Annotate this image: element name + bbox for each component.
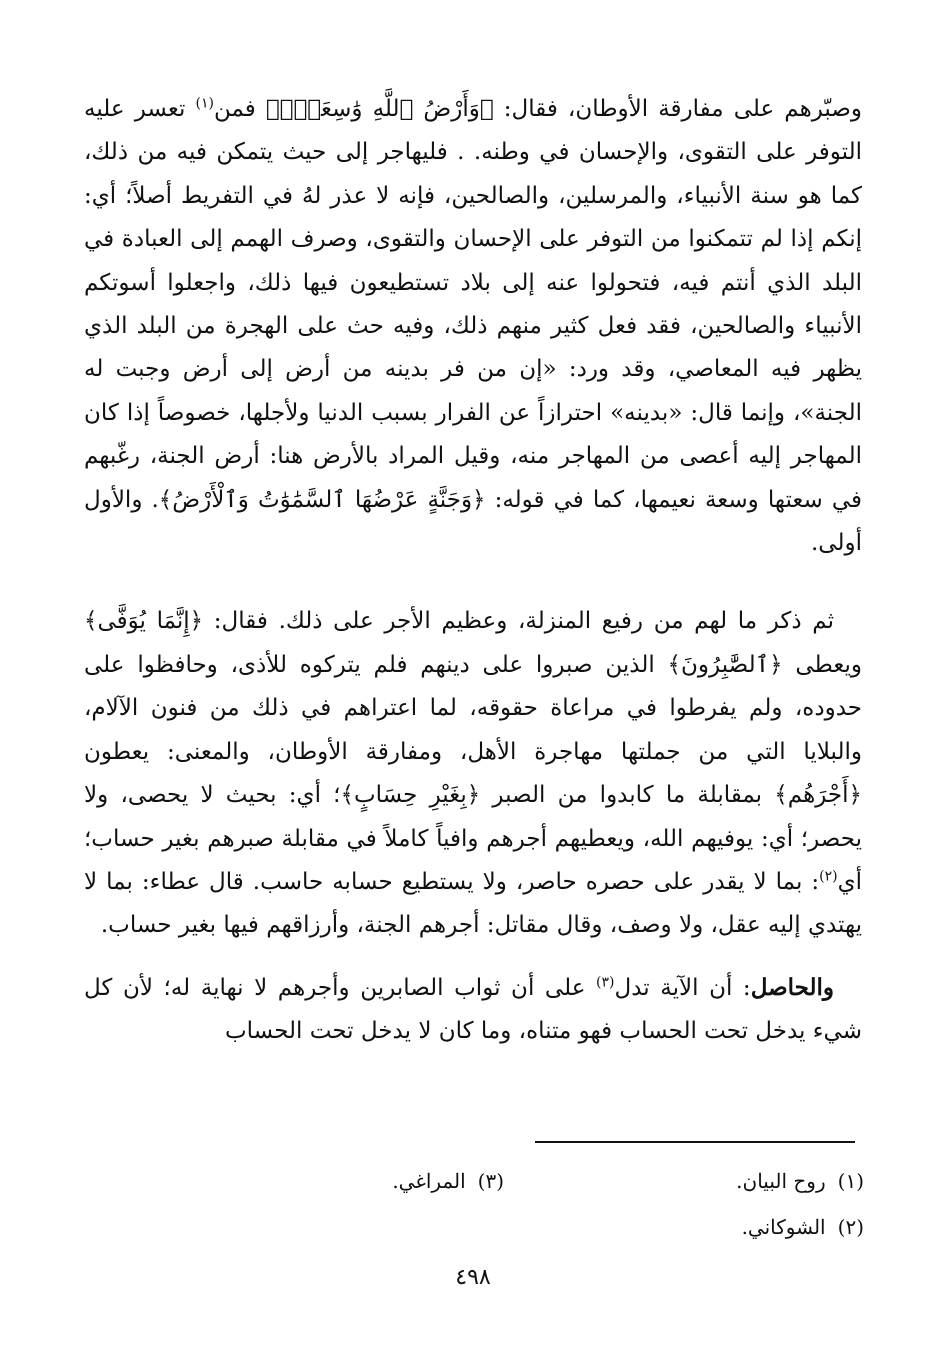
footnote-row-2 xyxy=(84,1204,864,1250)
footnote-ref-2: (٢) xyxy=(819,868,838,885)
footnotes xyxy=(84,1158,864,1250)
footnote-2 xyxy=(504,1215,864,1239)
footnote-row-1 xyxy=(84,1158,864,1204)
page-number: ٤٩٨ xyxy=(455,1265,491,1290)
footnote-3-number: (٣) xyxy=(477,1169,504,1193)
footnote-1-number: (١) xyxy=(837,1169,864,1193)
paragraph-1-part-a: وصبّرهم على مفارقة الأوطان، فقال: ﴿وَأَرْضُ ٱللَّهِ وَٰسِعَةٌۗ﴾ فمن xyxy=(213,96,863,122)
paragraph-3 xyxy=(84,966,862,1054)
paragraph-2 xyxy=(84,600,862,947)
footnote-1-text: روح البيان. xyxy=(736,1169,826,1193)
footnote-2-number: (٢) xyxy=(837,1215,864,1239)
paragraph-3-part-a: : أن الآية تدل xyxy=(614,974,751,1001)
footnote-2-text: الشوكاني. xyxy=(741,1215,826,1239)
footnote-ref-3: (٣) xyxy=(596,974,615,991)
paragraph-3-lead: والحاصل xyxy=(750,973,834,1001)
paragraph-2-part-a: ثم ذكر ما لهم من رفيع المنزلة، وعظيم الأجر على ذلك. فقال: ﴿إِنَّمَا يُوَفَّى﴾ ويعطى ﴿ٱلصَّٰبِرُونَ﴾ الذين صبروا على دينهم فلم يتركوه للأذى، وحافظوا على حدوده، ولم يفرطوا في مراعاة حقوقه، لما اعتراهم في ذلك من فنون الآلام، والبلايا التي من جملتها مهاجرة الأهل، ومفارقة الأوطان، والمعنى: يعطون ﴿أَجْرَهُم﴾ بمقابلة ما كابدوا من الصبر ﴿بِغَيْرِ حِسَابٍ﴾؛ أي: بحيث لا يحصى، ولا يحصر؛ أي: يوفيهم الله، ويعطيهم أجرهم وافياً كاملاً في مقابلة صبرهم بغير حساب؛ أي xyxy=(84,608,862,895)
footnote-divider xyxy=(535,1141,855,1143)
paragraph-1-part-b: تعسر عليه التوفر على التقوى، والإحسان في وطنه. . فليهاجر إلى حيث يتمكن فيه من ذلك، كما هو سنة الأنبياء، والمرسلين، والصالحين، فإنه لا عذر لهُ في التفريط أصلاً؛ أي: إنكم إذا لم تتمكنوا من التوفر على الإحسان والتقوى، وصرف الهمم إلى العبادة في البلد الذي أنتم فيه، فتحولوا عنه إلى بلاد تستطيعون فيها ذلك، واجعلوا أسوتكم الأنبياء والصالحين، فقد فعل كثير منهم ذلك، وفيه حث على الهجرة من البلد الذي يظهر فيه المعاصي، وقد ورد: «إن من فر بدينه من أرض إلى أرض وجبت له الجنة»، وإنما قال: «بدينه» احترازاً عن الفرار بسبب الدنيا ولأجلها، خصوصاً إذا كان المهاجر إليه أعصى من المهاجر منه، وقيل المراد بالأرض هنا: أرض الجنة، رغّبهم في سعتها وسعة نعيمها، كما في قوله: ﴿وَجَنَّةٍ عَرْضُهَا ٱلسَّمَٰوَٰتُ وَٱلْأَرْضُ﴾. والأول أولى. xyxy=(84,96,862,557)
footnote-3 xyxy=(144,1169,504,1193)
paragraph-3-part-b: على أن ثواب الصابرين وأجرهم لا نهاية له؛ لأن كل شيء يدخل تحت الحساب فهو متناه، وما كان لا يدخل تحت الحساب xyxy=(84,974,862,1045)
main-text xyxy=(84,88,862,1054)
footnote-ref-1: (١) xyxy=(195,95,214,112)
footnote-3-text: المراغي. xyxy=(392,1169,466,1193)
footnote-1 xyxy=(504,1169,864,1193)
paragraph-2-part-b: : بما لا يقدر على حصره حاصر، ولا يستطيع حسابه حاسب. قال عطاء: بما لا يهتدي إليه عقل، ولا وصف، وقال مقاتل: أجرهم الجنة، وأرزاقهم فيها بغير حساب. xyxy=(84,868,862,939)
paragraph-1 xyxy=(84,88,862,565)
